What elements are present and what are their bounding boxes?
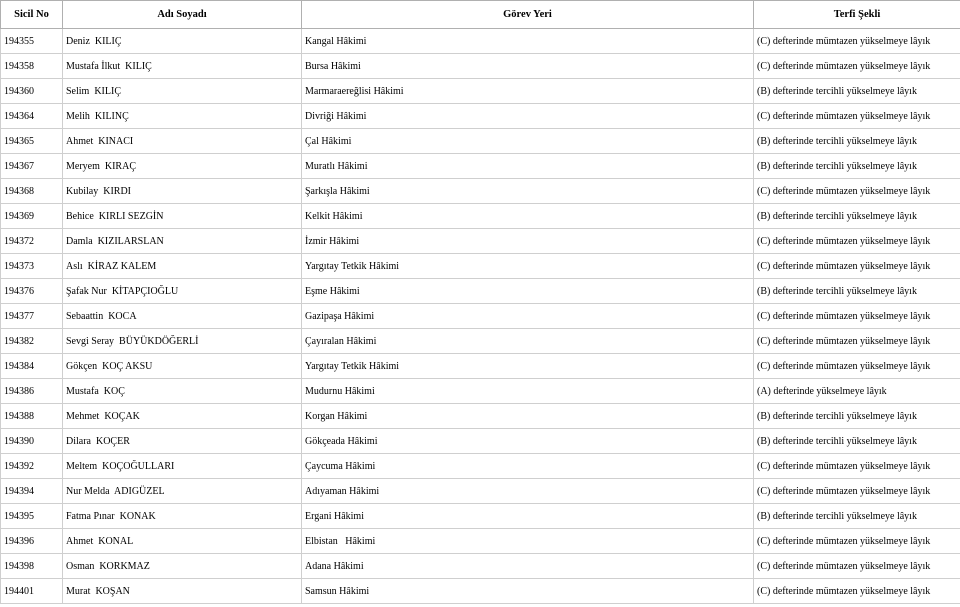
header-gorev-yeri: Görev Yeri <box>302 1 754 29</box>
name-cell: Nur Melda ADIGÜZEL <box>63 479 302 504</box>
promotion-type-cell: (C) defterinde mümtazen yükselmeye lâyık <box>754 579 960 604</box>
duty-station-cell: Mudurnu Hâkimi <box>302 379 754 404</box>
sicil-no-cell: 194394 <box>1 479 63 504</box>
duty-station-cell: Korgan Hâkimi <box>302 404 754 429</box>
promotion-type-cell: (C) defterinde mümtazen yükselmeye lâyık <box>754 254 960 279</box>
table-row <box>1 79 960 104</box>
table-row <box>1 229 960 254</box>
promotion-type-cell: (C) defterinde mümtazen yükselmeye lâyık <box>754 104 960 129</box>
promotion-type-cell: (B) defterinde tercihli yükselmeye lâyık <box>754 279 960 304</box>
duty-station-cell: Elbistan Hâkimi <box>302 529 754 554</box>
table-row <box>1 279 960 304</box>
sicil-no-cell: 194373 <box>1 254 63 279</box>
duty-station-cell: Muratlı Hâkimi <box>302 154 754 179</box>
table-row <box>1 304 960 329</box>
name-cell: Kubilay KIRDI <box>63 179 302 204</box>
sicil-no-cell: 194358 <box>1 54 63 79</box>
duty-station-cell: Kangal Hâkimi <box>302 29 754 54</box>
table-row <box>1 179 960 204</box>
duty-station-cell: Gazipaşa Hâkimi <box>302 304 754 329</box>
name-cell: Mehmet KOÇAK <box>63 404 302 429</box>
promotion-type-cell: (C) defterinde mümtazen yükselmeye lâyık <box>754 354 960 379</box>
duty-station-cell: Divriği Hâkimi <box>302 104 754 129</box>
header-sicil-no: Sicil No <box>1 1 63 29</box>
duty-station-cell: Kelkit Hâkimi <box>302 204 754 229</box>
duty-station-cell: Şarkışla Hâkimi <box>302 179 754 204</box>
promotion-type-cell: (C) defterinde mümtazen yükselmeye lâyık <box>754 54 960 79</box>
sicil-no-cell: 194369 <box>1 204 63 229</box>
table-row <box>1 429 960 454</box>
table-body <box>1 29 960 604</box>
name-cell: Deniz KILIÇ <box>63 29 302 54</box>
promotion-type-cell: (C) defterinde mümtazen yükselmeye lâyık <box>754 29 960 54</box>
promotion-type-cell: (C) defterinde mümtazen yükselmeye lâyık <box>754 454 960 479</box>
header-adi-soyadi: Adı Soyadı <box>63 1 302 29</box>
name-cell: Mustafa İlkut KILIÇ <box>63 54 302 79</box>
table-row <box>1 504 960 529</box>
sicil-no-cell: 194368 <box>1 179 63 204</box>
table-row <box>1 579 960 604</box>
sicil-no-cell: 194396 <box>1 529 63 554</box>
name-cell: Damla KIZILARSLAN <box>63 229 302 254</box>
table-row <box>1 554 960 579</box>
duty-station-cell: Çayıralan Hâkimi <box>302 329 754 354</box>
sicil-no-cell: 194386 <box>1 379 63 404</box>
table-row <box>1 29 960 54</box>
promotion-type-cell: (C) defterinde mümtazen yükselmeye lâyık <box>754 554 960 579</box>
sicil-no-cell: 194355 <box>1 29 63 54</box>
table-row <box>1 329 960 354</box>
promotion-type-cell: (B) defterinde tercihli yükselmeye lâyık <box>754 154 960 179</box>
name-cell: Melih KILINÇ <box>63 104 302 129</box>
duty-station-cell: Marmaraereğlisi Hâkimi <box>302 79 754 104</box>
name-cell: Behice KIRLI SEZGİN <box>63 204 302 229</box>
name-cell: Meryem KIRAÇ <box>63 154 302 179</box>
table-row <box>1 104 960 129</box>
promotion-type-cell: (B) defterinde tercihli yükselmeye lâyık <box>754 429 960 454</box>
promotion-type-cell: (C) defterinde mümtazen yükselmeye lâyık <box>754 304 960 329</box>
sicil-no-cell: 194401 <box>1 579 63 604</box>
promotion-type-cell: (A) defterinde yükselmeye lâyık <box>754 379 960 404</box>
sicil-no-cell: 194364 <box>1 104 63 129</box>
sicil-no-cell: 194367 <box>1 154 63 179</box>
table-row <box>1 354 960 379</box>
duty-station-cell: Bursa Hâkimi <box>302 54 754 79</box>
name-cell: Fatma Pınar KONAK <box>63 504 302 529</box>
name-cell: Dilara KOÇER <box>63 429 302 454</box>
name-cell: Meltem KOÇOĞULLARI <box>63 454 302 479</box>
table-row <box>1 404 960 429</box>
duty-station-cell: Ergani Hâkimi <box>302 504 754 529</box>
name-cell: Sevgi Seray BÜYÜKDÖĞERLİ <box>63 329 302 354</box>
table-row <box>1 479 960 504</box>
sicil-no-cell: 194382 <box>1 329 63 354</box>
duty-station-cell: Çaycuma Hâkimi <box>302 454 754 479</box>
sicil-no-cell: 194398 <box>1 554 63 579</box>
sicil-no-cell: 194360 <box>1 79 63 104</box>
sicil-no-cell: 194395 <box>1 504 63 529</box>
name-cell: Osman KORKMAZ <box>63 554 302 579</box>
duty-station-cell: Adana Hâkimi <box>302 554 754 579</box>
duty-station-cell: Adıyaman Hâkimi <box>302 479 754 504</box>
table-row <box>1 454 960 479</box>
name-cell: Şafak Nur KİTAPÇIOĞLU <box>63 279 302 304</box>
sicil-no-cell: 194376 <box>1 279 63 304</box>
promotion-type-cell: (C) defterinde mümtazen yükselmeye lâyık <box>754 479 960 504</box>
promotion-type-cell: (C) defterinde mümtazen yükselmeye lâyık <box>754 229 960 254</box>
sicil-no-cell: 194372 <box>1 229 63 254</box>
sicil-no-cell: 194365 <box>1 129 63 154</box>
sicil-no-cell: 194388 <box>1 404 63 429</box>
table-row <box>1 129 960 154</box>
duty-station-cell: Gökçeada Hâkimi <box>302 429 754 454</box>
promotion-type-cell: (C) defterinde mümtazen yükselmeye lâyık <box>754 329 960 354</box>
duty-station-cell: Samsun Hâkimi <box>302 579 754 604</box>
table-header-row <box>1 1 960 29</box>
name-cell: Mustafa KOÇ <box>63 379 302 404</box>
name-cell: Gökçen KOÇ AKSU <box>63 354 302 379</box>
sicil-no-cell: 194390 <box>1 429 63 454</box>
promotion-type-cell: (C) defterinde mümtazen yükselmeye lâyık <box>754 529 960 554</box>
promotion-type-cell: (B) defterinde tercihli yükselmeye lâyık <box>754 504 960 529</box>
table-row <box>1 529 960 554</box>
promotion-type-cell: (B) defterinde tercihli yükselmeye lâyık <box>754 79 960 104</box>
duty-station-cell: İzmir Hâkimi <box>302 229 754 254</box>
name-cell: Ahmet KINACI <box>63 129 302 154</box>
duty-station-cell: Yargıtay Tetkik Hâkimi <box>302 354 754 379</box>
promotion-type-cell: (B) defterinde tercihli yükselmeye lâyık <box>754 404 960 429</box>
header-terfi-sekli: Terfi Şekli <box>754 1 960 29</box>
promotion-type-cell: (B) defterinde tercihli yükselmeye lâyık <box>754 204 960 229</box>
promotion-type-cell: (B) defterinde tercihli yükselmeye lâyık <box>754 129 960 154</box>
name-cell: Aslı KİRAZ KALEM <box>63 254 302 279</box>
duty-station-cell: Yargıtay Tetkik Hâkimi <box>302 254 754 279</box>
table-row <box>1 154 960 179</box>
table-row <box>1 379 960 404</box>
table-row <box>1 254 960 279</box>
name-cell: Sebaattin KOCA <box>63 304 302 329</box>
name-cell: Ahmet KONAL <box>63 529 302 554</box>
sicil-no-cell: 194384 <box>1 354 63 379</box>
table-row <box>1 54 960 79</box>
promotion-type-cell: (C) defterinde mümtazen yükselmeye lâyık <box>754 179 960 204</box>
duty-station-cell: Çal Hâkimi <box>302 129 754 154</box>
duty-station-cell: Eşme Hâkimi <box>302 279 754 304</box>
name-cell: Selim KILIÇ <box>63 79 302 104</box>
table-row <box>1 204 960 229</box>
sicil-no-cell: 194392 <box>1 454 63 479</box>
sicil-no-cell: 194377 <box>1 304 63 329</box>
name-cell: Murat KOŞAN <box>63 579 302 604</box>
